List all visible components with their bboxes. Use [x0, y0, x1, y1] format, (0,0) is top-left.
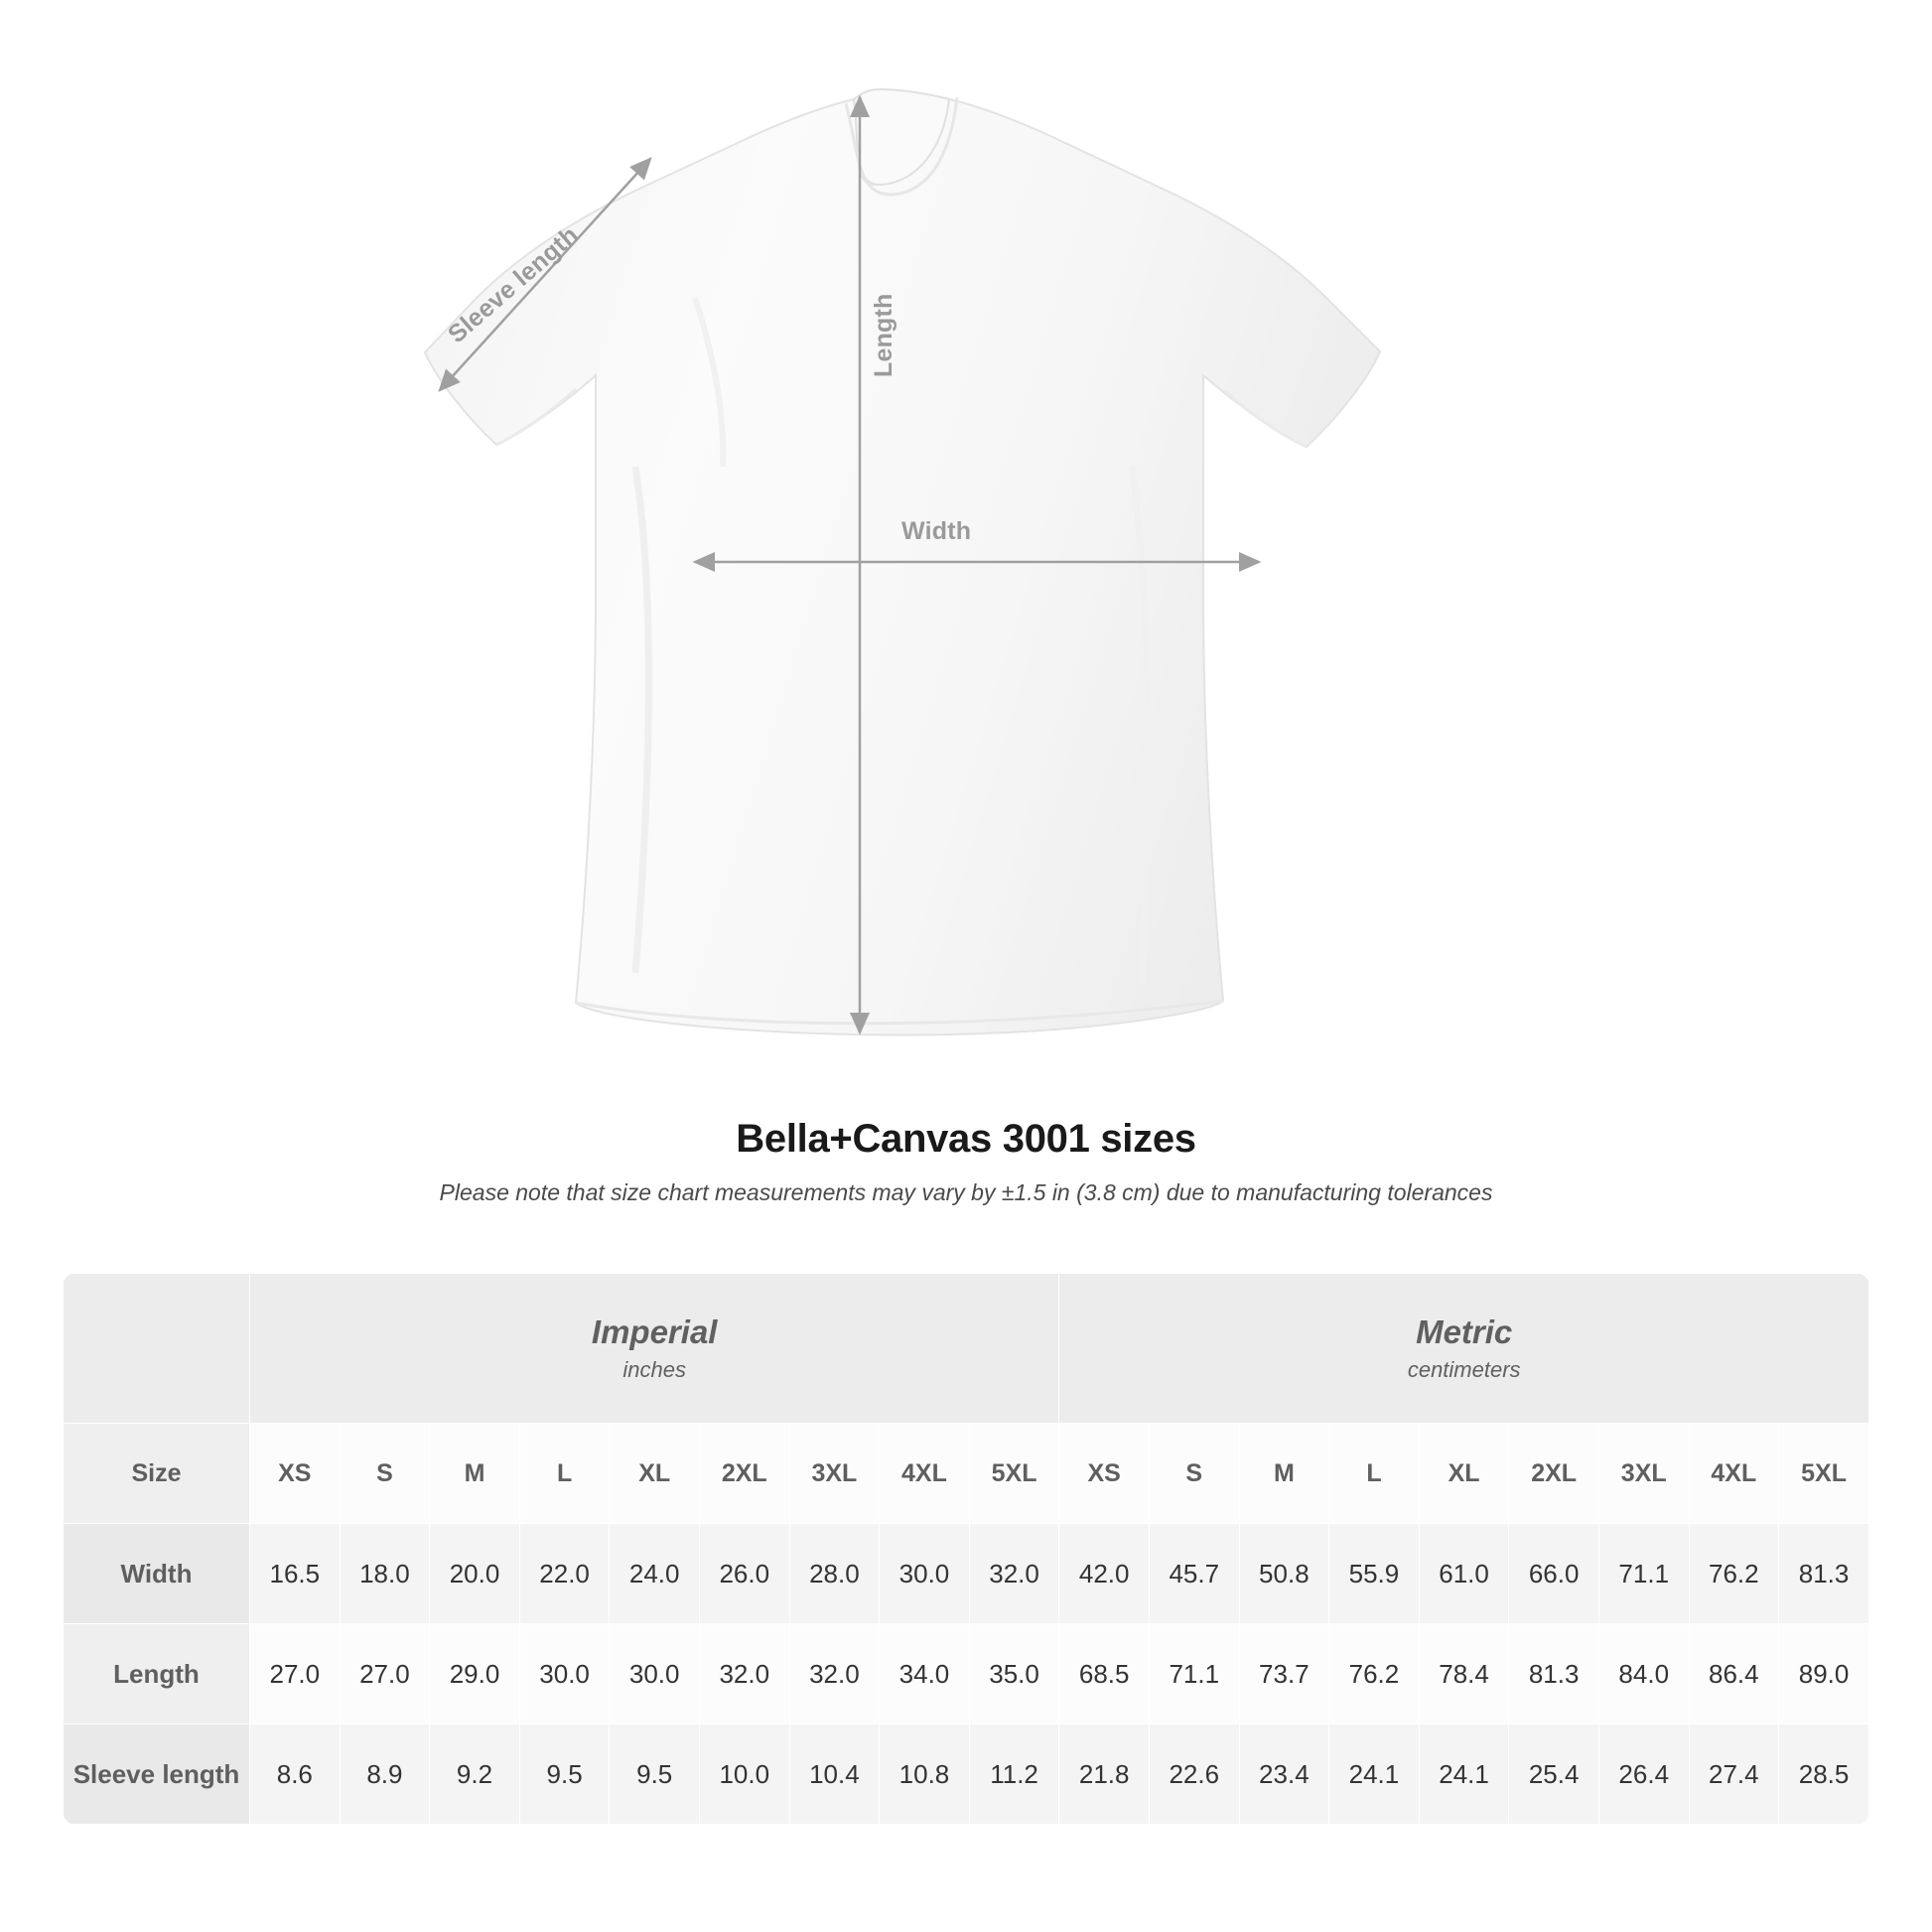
measurement-cell: 35.0	[969, 1624, 1059, 1725]
size-header-cell: M	[430, 1424, 520, 1524]
measurement-cell: 73.7	[1239, 1624, 1329, 1725]
measurement-cell: 32.0	[789, 1624, 880, 1725]
size-header-cell: 4XL	[880, 1424, 970, 1524]
size-header-cell: 3XL	[1598, 1424, 1689, 1524]
measurement-cell: 9.5	[519, 1725, 610, 1825]
tolerance-note: Please note that size chart measurements may vary by ±1.5 in (3.8 cm) due to manufacturing tolerances	[439, 1179, 1493, 1205]
measurement-cell: 32.0	[699, 1624, 789, 1725]
measurement-cell: 25.4	[1509, 1725, 1599, 1825]
measurement-cell: 27.0	[340, 1624, 430, 1725]
measurement-cell: 30.0	[880, 1524, 970, 1624]
measurement-cell: 30.0	[519, 1624, 610, 1725]
size-header-cell: M	[1239, 1424, 1329, 1524]
measurement-cell: 10.0	[699, 1725, 789, 1825]
measurement-cell: 30.0	[610, 1624, 700, 1725]
measurement-row-label: Sleeve length	[64, 1725, 250, 1825]
size-header-cell: 2XL	[699, 1424, 789, 1524]
measurement-cell: 29.0	[430, 1624, 520, 1725]
size-table-wrapper	[63, 1273, 1869, 1825]
unit-group-metric	[1059, 1274, 1869, 1424]
measurement-cell: 26.4	[1598, 1725, 1689, 1825]
measurement-cell: 42.0	[1059, 1524, 1150, 1624]
measurement-cell: 32.0	[969, 1524, 1059, 1624]
size-header-cell: 2XL	[1509, 1424, 1599, 1524]
measurement-cell: 71.1	[1598, 1524, 1689, 1624]
measurement-cell: 61.0	[1419, 1524, 1509, 1624]
measurement-cell: 18.0	[340, 1524, 430, 1624]
size-header-cell: L	[1329, 1424, 1420, 1524]
measurement-cell: 86.4	[1689, 1624, 1779, 1725]
unit-header-row	[64, 1274, 1869, 1424]
measurement-cell: 24.1	[1419, 1725, 1509, 1825]
length-dimension-label: Length	[870, 293, 897, 377]
measurement-cell: 28.0	[789, 1524, 880, 1624]
size-header-cell: S	[1149, 1424, 1239, 1524]
measurement-cell: 76.2	[1689, 1524, 1779, 1624]
size-header-cell: XL	[1419, 1424, 1509, 1524]
measurement-cell: 22.0	[519, 1524, 610, 1624]
measurement-cell: 55.9	[1329, 1524, 1420, 1624]
measurement-cell: 24.1	[1329, 1725, 1420, 1825]
measurement-row-label: Length	[64, 1624, 250, 1725]
measurement-cell: 45.7	[1149, 1524, 1239, 1624]
table-row	[64, 1725, 1869, 1825]
measurement-cell: 81.3	[1509, 1624, 1599, 1725]
measurement-cell: 8.6	[250, 1725, 341, 1825]
measurement-cell: 68.5	[1059, 1624, 1150, 1725]
page-title: Bella+Canvas 3001 sizes	[736, 1117, 1196, 1161]
measurement-cell: 9.5	[610, 1725, 700, 1825]
size-table	[63, 1273, 1869, 1825]
measurement-cell: 26.0	[699, 1524, 789, 1624]
measurement-cell: 27.0	[250, 1624, 341, 1725]
measurement-cell: 23.4	[1239, 1725, 1329, 1825]
measurement-cell: 10.4	[789, 1725, 880, 1825]
measurement-cell: 21.8	[1059, 1725, 1150, 1825]
unit-group-imperial-sub: inches	[622, 1356, 686, 1382]
measurement-cell: 20.0	[430, 1524, 520, 1624]
measurement-cell: 10.8	[880, 1725, 970, 1825]
measurement-cell: 27.4	[1689, 1725, 1779, 1825]
unit-group-imperial	[250, 1274, 1059, 1424]
size-header-cell: 5XL	[1779, 1424, 1869, 1524]
size-header-cell: 3XL	[789, 1424, 880, 1524]
measurement-cell: 22.6	[1149, 1725, 1239, 1825]
measurement-cell: 9.2	[430, 1725, 520, 1825]
measurement-cell: 11.2	[969, 1725, 1059, 1825]
unit-group-metric-name: Metric	[1416, 1313, 1513, 1351]
size-header-cell: 5XL	[969, 1424, 1059, 1524]
measurement-cell: 24.0	[610, 1524, 700, 1624]
measurement-cell: 28.5	[1779, 1725, 1869, 1825]
unit-header-corner	[64, 1274, 250, 1424]
measurement-row-label: Width	[64, 1524, 250, 1624]
measurement-cell: 50.8	[1239, 1524, 1329, 1624]
measurement-cell: 34.0	[880, 1624, 970, 1725]
size-header-row	[64, 1424, 1869, 1524]
measurement-cell: 84.0	[1598, 1624, 1689, 1725]
measurement-cell: 71.1	[1149, 1624, 1239, 1725]
measurement-cell: 76.2	[1329, 1624, 1420, 1725]
table-row	[64, 1524, 1869, 1624]
size-header-cell: XS	[250, 1424, 341, 1524]
unit-group-metric-sub: centimeters	[1407, 1356, 1521, 1382]
measurement-cell: 78.4	[1419, 1624, 1509, 1725]
measurement-cell: 8.9	[340, 1725, 430, 1825]
width-dimension-label: Width	[901, 517, 972, 545]
measurement-cell: 16.5	[250, 1524, 341, 1624]
measurement-cell: 66.0	[1509, 1524, 1599, 1624]
size-header-cell: XS	[1059, 1424, 1150, 1524]
measurement-cell: 89.0	[1779, 1624, 1869, 1725]
size-header-cell: S	[340, 1424, 430, 1524]
size-header-label: Size	[64, 1424, 250, 1524]
title-block	[0, 1117, 1932, 1206]
measurement-cell: 81.3	[1779, 1524, 1869, 1624]
table-row	[64, 1624, 1869, 1725]
sleeve-length-dimension-label: Sleeve length	[443, 220, 584, 349]
size-header-cell: XL	[610, 1424, 700, 1524]
size-header-cell: L	[519, 1424, 610, 1524]
size-header-cell: 4XL	[1689, 1424, 1779, 1524]
unit-group-imperial-name: Imperial	[591, 1313, 718, 1351]
